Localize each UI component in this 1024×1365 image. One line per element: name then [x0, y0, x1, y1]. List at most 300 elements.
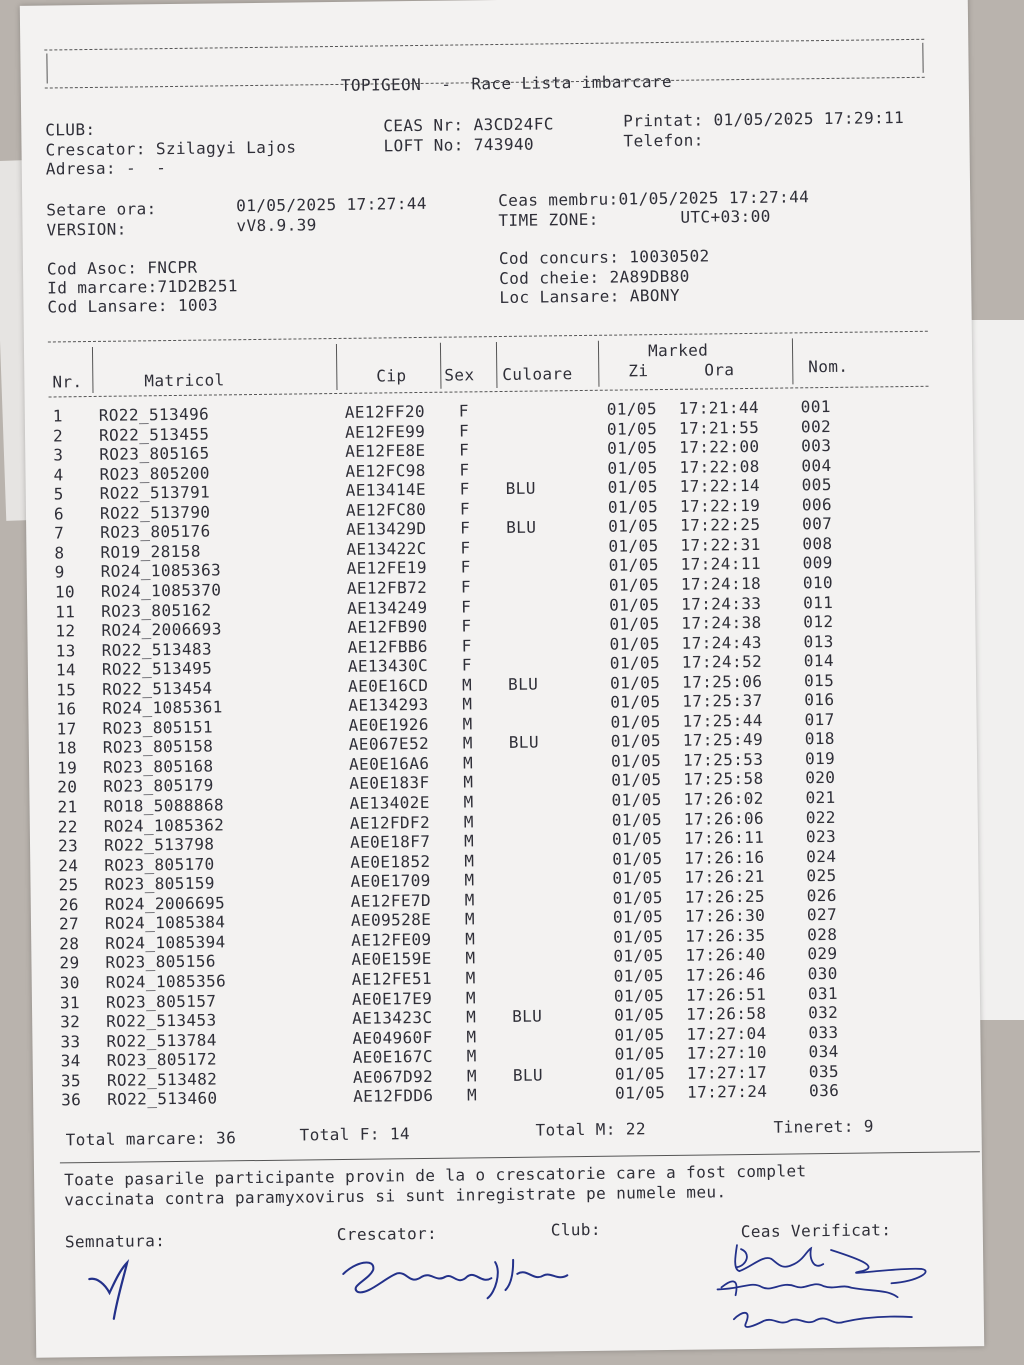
row-number: 6	[53, 504, 65, 524]
row-nom: 012	[803, 611, 834, 632]
row-zi: 01/05	[608, 555, 659, 576]
row-ora: 17:26:35	[685, 925, 766, 946]
row-sex: F	[460, 557, 471, 577]
row-sex: M	[466, 1046, 477, 1066]
total-f: Total F: 14	[299, 1124, 411, 1145]
row-cip: AE13429D	[346, 519, 427, 540]
ceas-verificat-label: Ceas Verificat:	[740, 1220, 892, 1242]
row-ora: 17:25:49	[682, 730, 764, 751]
row-sex: M	[463, 811, 474, 832]
row-nom: 018	[804, 729, 836, 749]
row-nom: 015	[803, 670, 835, 690]
row-nom: 030	[807, 963, 838, 984]
row-matricol: RO22_513455	[98, 424, 210, 445]
row-ora: 17:25:06	[681, 671, 763, 692]
table-header-top-border	[48, 331, 928, 343]
row-ora: 17:25:44	[682, 710, 763, 731]
row-nom: 020	[805, 768, 836, 788]
row-ora: 17:21:55	[678, 417, 760, 438]
row-cip: AE13422C	[346, 538, 427, 559]
row-ora: 17:26:02	[683, 788, 764, 809]
row-matricol: RO19_28158	[100, 541, 201, 562]
row-ora: 17:24:38	[681, 612, 762, 633]
row-number: 32	[60, 1012, 81, 1032]
row-cip: AE13430C	[347, 656, 429, 677]
row-zi: 01/05	[614, 1005, 665, 1025]
row-sex: F	[460, 577, 472, 597]
row-number: 19	[56, 758, 78, 778]
ceas-membru: Ceas membru:01/05/2025 17:27:44	[498, 187, 810, 211]
row-nom: 004	[801, 455, 832, 475]
row-cip: AE13402E	[349, 792, 430, 813]
row-zi: 01/05	[609, 614, 660, 634]
row-matricol: RO24_1085384	[104, 912, 226, 934]
row-sex: F	[461, 616, 472, 636]
row-zi: 01/05	[607, 477, 658, 497]
row-matricol: RO23_805151	[102, 717, 214, 738]
row-matricol: RO23_805159	[104, 873, 216, 895]
row-cip: AE067E52	[348, 734, 430, 755]
row-cip: AE134293	[348, 695, 429, 716]
row-cip: AE134249	[347, 597, 428, 618]
row-cip: AE12FBB6	[347, 636, 429, 657]
row-nom: 027	[806, 905, 838, 925]
row-number: 9	[54, 562, 65, 582]
cod-concurs: Cod concurs: 10030502	[498, 246, 710, 269]
col-divider	[336, 344, 338, 390]
row-nom: 026	[806, 885, 837, 906]
statement-divider	[60, 1151, 980, 1163]
row-number: 21	[57, 797, 78, 817]
adresa-line: Adresa: - -	[45, 158, 167, 179]
row-cip: AE12FE51	[351, 968, 433, 989]
row-zi: 01/05	[612, 887, 664, 908]
row-number: 7	[54, 523, 65, 543]
row-zi: 01/05	[606, 399, 658, 419]
header-matricol: Matricol	[144, 370, 225, 391]
row-nom: 016	[804, 690, 835, 710]
row-ora: 17:25:58	[683, 769, 764, 790]
row-nom: 014	[803, 651, 835, 671]
telefon: Telefon:	[623, 130, 704, 151]
row-zi: 01/05	[611, 829, 663, 849]
row-matricol: RO22_513454	[102, 678, 213, 699]
row-nom: 036	[808, 1081, 840, 1101]
row-ora: 17:26:21	[684, 866, 765, 887]
timezone-value: UTC+03:00	[680, 206, 771, 227]
row-ora: 17:22:08	[679, 456, 760, 477]
row-zi: 01/05	[611, 809, 663, 830]
statement-line-1: Toate pasarile participante provin de la o crescatorie care a fost complet	[64, 1161, 807, 1190]
row-number: 30	[59, 973, 80, 993]
club-signature-label: Club:	[550, 1219, 602, 1240]
row-ora: 17:26:11	[683, 827, 765, 848]
row-zi: 01/05	[613, 965, 664, 986]
row-sex: M	[462, 714, 473, 734]
row-ora: 17:26:51	[685, 984, 767, 1005]
row-number: 3	[53, 445, 64, 465]
header-nom: Nom.	[808, 356, 849, 377]
row-culoare: BLU	[508, 732, 540, 753]
row-number: 24	[58, 855, 79, 876]
row-matricol: RO24_2006693	[101, 619, 222, 640]
row-sex: F	[459, 440, 470, 460]
row-number: 36	[61, 1090, 82, 1110]
header-cip: Cip	[376, 366, 407, 386]
row-matricol: RO24_1085362	[103, 814, 225, 836]
app-name: TOPIGEON	[340, 74, 422, 95]
timezone-label: TIME ZONE:	[498, 209, 599, 231]
row-matricol: RO23_805172	[106, 1049, 218, 1070]
row-zi: 01/05	[610, 731, 662, 752]
version-label: VERSION:	[46, 219, 127, 240]
row-zi: 01/05	[606, 418, 658, 439]
row-cip: AE0E16CD	[347, 675, 429, 696]
row-number: 25	[58, 875, 79, 895]
ceas-verificat-signature	[711, 1239, 942, 1338]
row-matricol: RO22_513784	[106, 1030, 217, 1051]
row-ora: 17:26:06	[683, 808, 765, 829]
cod-cheie: Cod cheie: 2A89DB80	[499, 266, 690, 289]
club-label: CLUB:	[45, 119, 96, 140]
cod-asoc: Cod Asoc: FNCPR	[46, 257, 198, 279]
row-sex: F	[459, 460, 470, 480]
row-zi: 01/05	[608, 535, 659, 556]
row-zi: 01/05	[612, 868, 663, 888]
row-matricol: RO22_513791	[99, 482, 211, 504]
row-zi: 01/05	[610, 711, 661, 732]
row-number: 8	[54, 543, 65, 563]
row-ora: 17:22:31	[680, 534, 761, 555]
row-matricol: RO22_513453	[106, 1010, 217, 1031]
printat: Printat: 01/05/2025 17:29:11	[623, 108, 905, 131]
row-sex: M	[465, 929, 476, 949]
row-cip: AE12FE99	[344, 421, 426, 442]
row-nom: 011	[803, 592, 834, 612]
report-name: Race Lista imbarcare	[471, 71, 673, 94]
row-ora: 17:21:44	[678, 397, 760, 418]
row-nom: 003	[801, 436, 832, 456]
row-ora: 17:24:33	[681, 593, 762, 614]
title-top-border	[44, 39, 924, 51]
row-sex: M	[463, 772, 474, 792]
row-matricol: RO22_513790	[99, 502, 211, 523]
row-nom: 022	[805, 807, 836, 827]
row-cip: AE0E183F	[349, 773, 430, 794]
row-zi: 01/05	[611, 790, 662, 810]
row-nom: 023	[805, 827, 837, 847]
row-cip: AE0E16A6	[348, 753, 430, 774]
setare-value: 01/05/2025 17:27:44	[236, 193, 427, 216]
row-sex: F	[461, 596, 472, 616]
row-nom: 024	[806, 846, 837, 866]
header-culoare: Culoare	[502, 364, 573, 384]
row-ora: 17:22:00	[679, 436, 760, 457]
col-divider	[496, 342, 498, 388]
row-zi: 01/05	[610, 750, 662, 771]
row-culoare: BLU	[507, 674, 539, 694]
row-cip: AE12FE19	[346, 558, 428, 579]
row-nom: 009	[802, 553, 833, 573]
row-zi: 01/05	[613, 926, 664, 947]
row-zi: 01/05	[607, 438, 658, 458]
row-nom: 006	[801, 494, 833, 515]
row-number: 27	[58, 914, 80, 934]
row-sex: M	[462, 694, 473, 714]
row-cip: AE12FF20	[344, 401, 426, 422]
title-right-border	[922, 43, 923, 73]
row-zi: 01/05	[609, 594, 660, 615]
row-matricol: RO23_805165	[99, 443, 210, 464]
semnatura-signature	[79, 1254, 160, 1325]
row-sex: M	[465, 968, 476, 988]
row-ora: 17:27:04	[686, 1023, 767, 1044]
row-nom: 032	[808, 1002, 839, 1023]
row-matricol: RO22_513460	[107, 1088, 218, 1110]
row-cip: AE09528E	[350, 910, 432, 931]
row-zi: 01/05	[614, 1024, 665, 1045]
row-zi: 01/05	[609, 672, 661, 693]
row-nom: 008	[802, 533, 833, 554]
row-matricol: RO23_805200	[99, 463, 210, 484]
row-zi: 01/05	[612, 907, 664, 927]
row-number: 16	[56, 699, 77, 719]
row-zi: 01/05	[613, 946, 664, 967]
row-zi: 01/05	[609, 653, 661, 673]
crescator-label: Crescator:	[336, 1223, 438, 1245]
row-matricol: RO23_805176	[100, 521, 211, 543]
row-matricol: RO24_1085363	[100, 560, 222, 582]
row-matricol: RO22_513495	[101, 658, 213, 680]
row-zi: 01/05	[608, 516, 659, 536]
row-nom: 002	[800, 416, 832, 436]
row-sex: F	[461, 635, 472, 656]
loft-no: LOFT No: 743940	[383, 134, 535, 156]
race-boarding-list	[20, 0, 984, 1358]
row-number: 15	[56, 679, 77, 700]
row-ora: 17:24:18	[680, 573, 762, 594]
row-ora: 17:24:43	[681, 632, 762, 653]
row-cip: AE0E18F7	[349, 831, 431, 852]
row-culoare: BLU	[505, 478, 536, 499]
header-nr: Nr.	[52, 372, 83, 392]
row-ora: 17:27:24	[686, 1082, 768, 1103]
loc-lansare: Loc Lansare: ABONY	[499, 285, 681, 308]
crescator-signature	[335, 1241, 576, 1304]
row-sex: M	[464, 850, 475, 871]
row-matricol: RO23_805157	[105, 991, 217, 1012]
row-cip: AE0E1709	[350, 871, 431, 892]
row-zi: 01/05	[610, 692, 661, 712]
row-sex: M	[466, 1066, 478, 1086]
row-matricol: RO23_805156	[105, 951, 216, 973]
row-ora: 17:26:46	[685, 964, 767, 985]
row-zi: 01/05	[607, 457, 658, 478]
row-nom: 010	[802, 572, 834, 593]
row-zi: 01/05	[609, 633, 660, 654]
row-number: 23	[57, 836, 79, 856]
row-ora: 17:26:16	[684, 847, 765, 868]
row-ora: 17:24:11	[680, 554, 762, 575]
row-cip: AE067D92	[352, 1066, 434, 1087]
row-ora: 17:24:52	[681, 651, 763, 672]
row-number: 29	[59, 953, 80, 973]
row-nom: 028	[807, 924, 838, 945]
row-ora: 17:26:58	[686, 1003, 767, 1024]
row-zi: 01/05	[611, 770, 662, 791]
row-culoare: BLU	[512, 1006, 543, 1026]
row-cip: AE12FC80	[345, 499, 427, 520]
row-cip: AE0E167C	[352, 1047, 434, 1067]
row-number: 12	[55, 621, 76, 641]
row-ora: 17:27:10	[686, 1042, 768, 1063]
row-cip: AE12FC98	[345, 460, 426, 481]
semnatura-label: Semnatura:	[64, 1231, 166, 1252]
row-number: 10	[54, 582, 76, 602]
row-matricol: RO22_513482	[106, 1069, 218, 1090]
row-cip: AE0E1926	[348, 714, 429, 735]
row-matricol: RO23_805162	[101, 600, 212, 621]
col-divider	[792, 338, 794, 384]
tineret: Tineret: 9	[773, 1116, 874, 1137]
row-nom: 029	[807, 944, 838, 964]
row-ora: 17:26:25	[684, 886, 766, 907]
total-m: Total M: 22	[535, 1119, 647, 1140]
col-divider	[92, 347, 94, 393]
row-nom: 017	[804, 709, 835, 730]
row-matricol: RO22_513483	[101, 639, 213, 660]
row-nom: 005	[801, 475, 832, 495]
row-nom: 001	[800, 396, 831, 417]
row-sex: M	[461, 675, 473, 695]
row-sex: M	[463, 792, 474, 812]
row-cip: AE04960F	[352, 1027, 433, 1048]
row-ora: 17:25:53	[682, 749, 764, 770]
row-number: 28	[59, 934, 80, 954]
row-cip: AE12FE7D	[350, 890, 432, 911]
row-sex: F	[460, 538, 471, 558]
row-ora: 17:22:14	[679, 476, 761, 497]
row-cip: AE12FE09	[351, 929, 432, 950]
row-number: 20	[57, 777, 78, 797]
row-matricol: RO23_805158	[102, 736, 214, 758]
row-sex: F	[460, 518, 471, 538]
row-cip: AE0E1852	[350, 851, 431, 872]
row-nom: 031	[807, 983, 839, 1003]
row-cip: AE13423C	[352, 1007, 433, 1028]
row-zi: 01/05	[614, 1083, 666, 1103]
row-matricol: RO22_513798	[103, 834, 215, 855]
row-sex: M	[464, 890, 475, 910]
row-sex: M	[467, 1085, 478, 1105]
row-number: 14	[55, 660, 77, 680]
id-marcare: Id marcare:71D2B251	[47, 276, 238, 298]
row-sex: M	[462, 733, 473, 753]
row-number: 33	[60, 1031, 81, 1052]
row-cip: AE0E17E9	[351, 988, 433, 1009]
version-value: vV8.9.39	[236, 215, 317, 236]
row-matricol: RO18_5088868	[103, 795, 225, 816]
row-number: 13	[55, 640, 76, 661]
row-number: 34	[60, 1051, 81, 1071]
row-nom: 019	[804, 748, 836, 769]
col-divider	[598, 341, 600, 387]
row-cip: AE12FB90	[347, 616, 428, 637]
row-cip: AE13414E	[345, 480, 427, 501]
row-number: 1	[52, 406, 63, 426]
row-zi: 01/05	[613, 985, 665, 1006]
row-number: 22	[57, 816, 78, 836]
row-cip: AE12FDD6	[353, 1086, 434, 1107]
row-ora: 17:22:25	[680, 515, 761, 536]
title-left-border	[46, 54, 47, 84]
row-matricol: RO23_805179	[103, 775, 214, 797]
row-culoare: BLU	[512, 1065, 544, 1085]
row-matricol: RO24_1085394	[105, 932, 226, 953]
row-ora: 17:22:19	[679, 495, 761, 516]
row-nom: 034	[808, 1042, 839, 1062]
row-nom: 021	[805, 787, 836, 808]
row-ora: 17:25:37	[682, 691, 763, 712]
row-number: 35	[60, 1070, 82, 1091]
row-number: 31	[59, 992, 81, 1012]
row-sex: M	[463, 831, 475, 851]
row-matricol: RO24_1085370	[100, 580, 222, 601]
row-matricol: RO23_805168	[102, 756, 214, 777]
setare-label: Setare ora:	[46, 199, 157, 220]
row-sex: M	[466, 1026, 477, 1047]
row-cip: AE12FB72	[346, 577, 428, 598]
row-sex: M	[464, 870, 475, 890]
col-divider	[440, 343, 442, 389]
ceas-nr: CEAS Nr: A3CD24FC	[383, 114, 554, 136]
row-sex: F	[458, 420, 470, 441]
header-zi: Zi	[628, 361, 649, 381]
row-ora: 17:27:17	[686, 1062, 768, 1083]
total-marcare: Total marcare: 36	[65, 1128, 237, 1150]
row-zi: 01/05	[608, 575, 660, 595]
row-cip: AE12FDF2	[349, 812, 431, 833]
row-nom: 013	[803, 631, 834, 651]
row-nom: 007	[802, 514, 833, 534]
page-title: TOPIGEON - Race Lista imbarcare	[340, 71, 673, 95]
row-zi: 01/05	[614, 1044, 665, 1064]
row-matricol: RO24_1085356	[105, 971, 227, 992]
statement-line-2: vaccinata contra paramyxovirus si sunt inregistrate pe numele meu.	[64, 1182, 727, 1210]
header-marked: Marked	[647, 340, 709, 361]
row-zi: 01/05	[612, 848, 663, 869]
cod-lansare: Cod Lansare: 1003	[47, 295, 219, 317]
header-sex: Sex	[444, 365, 475, 385]
row-zi: 01/05	[614, 1063, 666, 1084]
row-cip: AE0E159E	[351, 949, 432, 970]
row-sex: F	[461, 655, 473, 675]
row-number: 18	[56, 738, 78, 758]
row-number: 4	[53, 464, 64, 485]
row-nom: 025	[806, 866, 837, 886]
row-sex: M	[464, 909, 476, 929]
row-sex: M	[465, 987, 477, 1007]
row-sex: F	[459, 499, 471, 519]
row-sex: F	[458, 401, 469, 421]
row-matricol: RO22_513496	[98, 404, 210, 425]
row-ora: 17:26:40	[685, 945, 766, 966]
row-sex: F	[459, 479, 470, 499]
row-sex: M	[465, 948, 476, 968]
crescator-line: Crescator: Szilagyi Lajos	[45, 137, 297, 160]
row-matricol: RO23_805170	[104, 854, 215, 875]
row-matricol: RO24_2006695	[104, 893, 226, 914]
